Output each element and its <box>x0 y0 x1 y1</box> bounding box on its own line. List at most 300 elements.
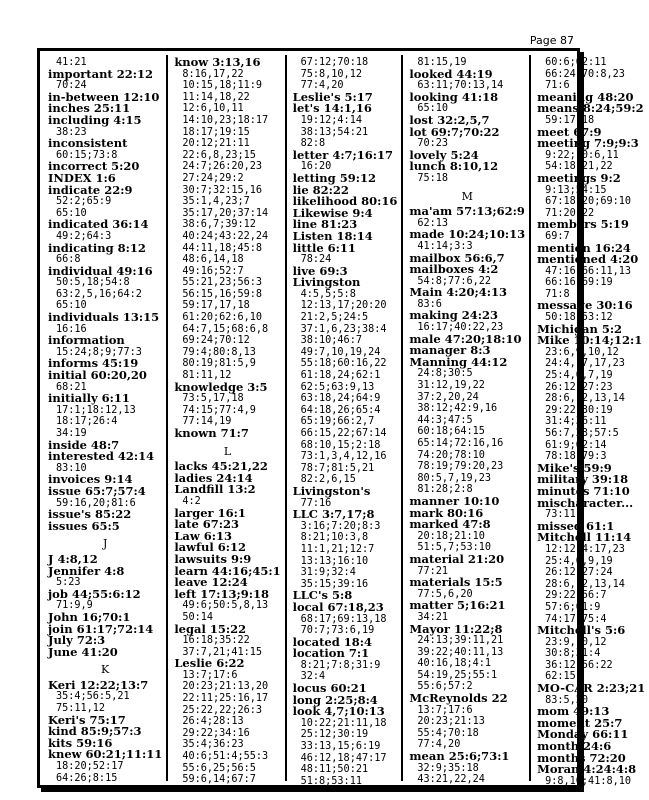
index-reference-line: 66:8 <box>56 254 81 266</box>
index-reference-line: 78:18;79:3 <box>545 451 607 463</box>
index-entry: Likewise 9:4 <box>292 205 373 220</box>
index-reference-line: 64:26;8:15 <box>56 772 118 784</box>
index-entry: lawful 6:12 <box>174 540 246 555</box>
index-reference-line: 40:6;51:4;55:3 <box>182 751 269 763</box>
index-entry: ladies 24:14 <box>174 470 253 485</box>
index-reference-line: 83:5,20 <box>545 694 589 706</box>
index-reference-line: 49:7,10,19,24 <box>300 346 381 358</box>
index-entry: let's 14:1,16 <box>292 101 372 116</box>
index-entry: Mike 10:14;12:1 <box>537 333 643 348</box>
index-reference-line: 77:21 <box>417 565 449 577</box>
index-entry: likelihood 80:16 <box>292 194 398 209</box>
index-reference-line: 66:24;70:8,23 <box>545 68 625 80</box>
index-entry: individuals 13:15 <box>48 310 160 325</box>
index-reference-line: 73:5,17,18 <box>182 393 244 405</box>
index-reference-line: 77:4,20 <box>417 739 461 751</box>
index-reference-line: 60:18;64:15 <box>417 426 485 438</box>
section-letter: K <box>101 663 110 677</box>
index-reference-line: 37:1,6,23;38:4 <box>300 323 387 335</box>
index-reference-line: 21:2,5;24:5 <box>300 312 369 324</box>
index-entry: locus 60:21 <box>292 681 367 696</box>
index-reference-line: 70:24 <box>56 80 87 92</box>
index-entry: Landfill 13:2 <box>174 482 256 497</box>
index-reference-line: 3:16;7:20;8:3 <box>300 520 381 532</box>
section-letter: M <box>461 189 473 203</box>
index-reference-line: 59:16,20;81:6 <box>56 497 136 509</box>
index-reference-line: 62:13 <box>417 217 449 229</box>
index-reference-line: 49:6;50:5,8,13 <box>182 600 269 612</box>
index-reference-line: 55:4;70:18 <box>417 727 479 739</box>
index-entry: mean 25:6;73:1 <box>409 749 510 764</box>
index-entry: Leslie's 5:17 <box>292 89 373 104</box>
index-entry: Keri's 75:17 <box>48 712 126 727</box>
index-reference-line: 78:19;79:20,23 <box>417 461 504 473</box>
index-reference-line: 61:9;62:14 <box>545 439 607 451</box>
index-reference-line: 18:17;26:4 <box>56 416 118 428</box>
index-entry: Listen 18:14 <box>292 228 373 243</box>
index-entry: inside 48:7 <box>48 437 120 452</box>
index-entry: Keri 12:22;13:7 <box>48 677 149 692</box>
index-reference-line: 65:10 <box>417 103 449 115</box>
index-reference-line: 75:8,10,12 <box>300 68 362 80</box>
index-reference-line: 37:7,21;41:15 <box>182 646 263 658</box>
index-entry: meeting 7:9;9:3 <box>537 136 639 151</box>
index-reference-line: 74:20;78:10 <box>417 449 485 461</box>
index-reference-line: 24:13;39:11,21 <box>417 635 504 647</box>
index-entry: Main 4:20;4:13 <box>409 285 508 300</box>
index-entry: J 4:8,12 <box>48 551 98 566</box>
index-reference-line: 81:28;2:8 <box>417 484 473 496</box>
index-entry: invoices 9:14 <box>48 472 133 487</box>
index-reference-line: 29:22;56:7 <box>545 590 607 602</box>
index-reference-line: 38:6,7;39:12 <box>182 219 256 231</box>
index-reference-line: 77:5,6,20 <box>417 588 473 600</box>
index-entry: informs 45:19 <box>48 356 139 371</box>
index-reference-line: 23:9,10,12 <box>545 636 607 648</box>
index-entry: lawsuits 9:9 <box>174 551 252 566</box>
index-reference-line: 12:12;4:17,23 <box>545 543 625 555</box>
index-reference-line: 63:11;70:13,14 <box>417 80 504 92</box>
index-reference-line: 49:16;52:7 <box>182 265 244 277</box>
index-reference-line: 66:16;69:19 <box>545 277 613 289</box>
index-reference-line: 35:1,4,23;7 <box>182 196 250 208</box>
index-entry: including 4:15 <box>48 112 142 127</box>
index-entry: Manning 44:12 <box>409 354 508 369</box>
index-reference-line: 67:18,20;69:10 <box>545 196 631 208</box>
index-entry: in-between 12:10 <box>48 89 160 104</box>
index-reference-line: 26:4;28:13 <box>182 716 244 728</box>
index-reference-line: 69:24;70:12 <box>182 335 250 347</box>
index-reference-line: 8:21;10:3,8 <box>300 532 369 544</box>
index-columns <box>44 55 646 787</box>
index-reference-line: 47:16;66:11,13 <box>545 265 631 277</box>
index-reference-line: 29:22;34:16 <box>182 727 250 739</box>
index-reference-line: 24:8;30:5 <box>417 368 473 380</box>
index-reference-line: 69:7 <box>545 230 570 242</box>
index-entry: learn 44:16;45:1 <box>174 563 281 578</box>
section-letter: L <box>223 444 232 458</box>
index-entry: important 22:12 <box>48 66 153 81</box>
index-reference-line: 73:11 <box>545 509 576 521</box>
index-reference-line: 75:11,12 <box>56 703 106 715</box>
index-entry: manager 8:3 <box>409 343 491 358</box>
index-reference-line: 41:14;3:3 <box>417 240 473 252</box>
index-entry: kits 59:16 <box>48 735 113 750</box>
index-reference-line: 81:11,12 <box>182 370 232 382</box>
index-reference-line: 13:7;17:6 <box>417 704 473 716</box>
index-entry: join 61:17;72:14 <box>48 621 154 636</box>
index-reference-line: 83:10 <box>56 462 87 474</box>
index-entry: known 71:7 <box>174 426 249 440</box>
index-reference-line: 5:23 <box>56 577 81 589</box>
index-reference-line: 74:17;75:4 <box>545 613 607 625</box>
index-entry: mention 16:24 <box>537 240 631 255</box>
index-reference-line: 29:22;30:19 <box>545 404 613 416</box>
index-reference-line: 74:15;77:4,9 <box>182 404 256 416</box>
index-reference-line: 55:6,25;56:5 <box>182 762 256 774</box>
index-entry: line 81:23 <box>292 217 358 232</box>
index-entry: ma'am 57:13;62:9 <box>409 204 525 219</box>
index-entry: late 67:23 <box>174 517 240 532</box>
index-reference-line: 13:13;16:10 <box>300 555 369 567</box>
index-reference-line: 67:12;70:18 <box>300 57 369 68</box>
index-entry: Livingston <box>292 275 361 290</box>
index-reference-line: 51:5,7;53:10 <box>417 542 491 554</box>
index-entry: Mike's 59:9 <box>537 460 612 475</box>
index-reference-line: 26:12;27:23 <box>545 381 613 393</box>
index-entry: Law 6:13 <box>174 528 233 543</box>
index-reference-line: 83:6 <box>417 298 442 310</box>
index-entry: interested 42:14 <box>48 449 155 464</box>
index-reference-line: 22:11;25:16,17 <box>182 693 269 705</box>
index-reference-line: 70:23 <box>417 138 449 150</box>
index-reference-line: 20:23;21:13 <box>417 716 485 728</box>
index-reference-line: 77:16 <box>300 497 332 509</box>
index-entry: live 69:3 <box>292 263 348 278</box>
index-reference-line: 56:7,23;57:5 <box>545 428 619 439</box>
index-reference-line: 70:7;73:6,19 <box>300 625 375 637</box>
index-reference-line: 32:9;35:18 <box>417 762 479 774</box>
index-entry: lunch 8:10,12 <box>409 159 499 174</box>
index-entry: issue's 85:22 <box>48 507 132 522</box>
index-entry: Mitchell 11:14 <box>537 530 632 545</box>
index-reference-line: 77:14,19 <box>182 416 232 428</box>
index-reference-line: 64:7,15;68:6,8 <box>182 323 269 335</box>
index-entry: LLC's 5:8 <box>292 588 353 603</box>
index-reference-line: 81:15,19 <box>417 57 467 68</box>
index-entry: local 67:18,23 <box>292 599 384 614</box>
index-entry: long 2:25;8:4 <box>292 692 378 707</box>
index-reference-line: 40:24;43:22,24 <box>182 230 269 242</box>
index-reference-line: 10:22;21:11,18 <box>300 717 387 729</box>
index-reference-line: 68:21 <box>56 381 87 393</box>
section-letter: J <box>102 537 108 551</box>
index-reference-line: 56:15,16;59:8 <box>182 288 263 300</box>
index-entry: lost 32:2,5,7 <box>409 112 490 127</box>
index-reference-line: 13:7;17:6 <box>182 669 238 681</box>
index-reference-line: 28:6,12,13,14 <box>545 393 625 405</box>
index-entry: location 7:1 <box>292 646 370 661</box>
index-reference-line: 79:4;80:8,13 <box>182 346 256 358</box>
index-reference-line: 18:20;52:17 <box>56 761 124 773</box>
index-reference-line: 31:12,19,22 <box>417 380 485 392</box>
index-reference-line: 78:24 <box>300 254 332 266</box>
index-entry: look 4,7;10:13 <box>292 704 385 719</box>
index-reference-line: 75:18 <box>417 172 449 184</box>
index-entry: looked 44:19 <box>409 66 493 81</box>
index-reference-line: 50:18;53:12 <box>545 312 613 324</box>
index-entry: incorrect 5:20 <box>48 159 140 174</box>
index-reference-line: 44:11,18;45:8 <box>182 242 263 254</box>
index-entry: Moran 4:24:4:8 <box>537 762 637 777</box>
index-reference-line: 80:19;81:5,9 <box>182 358 256 370</box>
index-reference-line: 59:17,18 <box>545 114 595 126</box>
index-reference-line: 80:5,7,19,23 <box>417 472 491 484</box>
index-entry: June 41:20 <box>48 644 118 659</box>
index-reference-line: 11:14,18,22 <box>182 91 250 103</box>
index-reference-line: 15:24;8;9;77:3 <box>56 346 142 358</box>
index-entry: inconsistent <box>48 136 128 151</box>
index-reference-line: 65:19;66:2,7 <box>300 416 375 428</box>
index-reference-line: 16:20 <box>300 161 332 173</box>
index-reference-line: 82:8 <box>300 138 326 150</box>
index-entry: issues 65:5 <box>48 518 120 533</box>
index-reference-line: 25:12;30:19 <box>300 729 369 741</box>
index-entry: lie 82:22 <box>292 182 349 197</box>
index-reference-line: 65:10 <box>56 300 87 312</box>
index-entry: mischaracter... <box>537 495 634 510</box>
index-reference-line: 44:3;47:5 <box>417 414 473 426</box>
index-entry: Mayor 11:22;8 <box>409 621 503 636</box>
index-reference-line: 65:14;72:16,16 <box>417 438 504 449</box>
index-entry: Leslie 6:22 <box>174 656 245 671</box>
index-reference-line: 14:10,23;18:17 <box>182 114 269 126</box>
index-entry: July 72:3 <box>48 633 106 648</box>
index-entry: marked 47:8 <box>409 517 491 532</box>
index-entry: meetings 9:2 <box>537 170 621 185</box>
index-reference-line: 24:7;26:20,23 <box>182 161 263 173</box>
index-reference-line: 37:2,20,24 <box>417 391 479 403</box>
index-entry: little 6:11 <box>292 240 356 255</box>
index-entry: John 16;70:1 <box>48 609 131 624</box>
index-entry: meaning 48:20 <box>537 89 634 104</box>
index-reference-line: 24:4,17,17,23 <box>545 358 625 370</box>
index-reference-line: 10:15,18;11:9 <box>182 80 263 92</box>
index-entry: individual 49:16 <box>48 263 153 278</box>
index-reference-line: 30:7;32:15,16 <box>182 184 263 196</box>
index-reference-line: 50:5,18;54:8 <box>56 277 130 289</box>
index-entry: male 47:20;18:10 <box>409 331 522 346</box>
index-column-1 <box>44 55 166 784</box>
index-reference-line: 16:17;40:22,23 <box>417 322 504 334</box>
index-reference-line: 38:23 <box>56 126 87 138</box>
index-reference-line: 34:19 <box>56 428 87 439</box>
index-reference-line: 23:6,9,10,12 <box>545 346 619 358</box>
index-entry: leave 12:24 <box>174 575 248 590</box>
index-reference-line: 66:15,22;67:14 <box>300 428 387 439</box>
index-entry: means 8:24;59:2 <box>537 101 644 116</box>
index-entry: lacks 45:21,22 <box>174 459 268 474</box>
index-entry: military 39:18 <box>537 472 629 487</box>
index-reference-line: 52:2;65:9 <box>56 196 112 208</box>
index-reference-line: 26:12;27:24 <box>545 567 613 579</box>
index-reference-line: 31:9;32:4 <box>300 567 356 579</box>
index-reference-line: 9:8,10;41:8,10 <box>545 775 631 787</box>
index-entry: mom 49:13 <box>537 704 610 719</box>
index-reference-line: 55:18;60:16,22 <box>300 358 387 370</box>
index-reference-line: 82:2,6,15 <box>300 474 356 486</box>
index-entry: initial 60:20,20 <box>48 368 147 383</box>
index-reference-line: 35:4;56:5,21 <box>56 691 130 703</box>
index-reference-line: 20:23;21:13,20 <box>182 681 269 693</box>
index-entry: job 44;55:6:12 <box>48 586 141 601</box>
index-reference-line: 33:13,15;6:19 <box>300 741 381 753</box>
index-entry: issue 65:7;57:4 <box>48 483 146 498</box>
index-reference-line: 20:18;21:10 <box>417 530 485 542</box>
index-reference-line: 46:12,18;47:17 <box>300 752 387 764</box>
index-reference-line: 19:12;4:14 <box>300 114 362 126</box>
index-entry: letter 4:7;16:17 <box>292 147 394 162</box>
index-entry: mark 80:16 <box>409 505 484 520</box>
word-index-frame <box>37 48 646 788</box>
index-entry: made 10:24;10:13 <box>409 227 526 242</box>
index-reference-line: 59:6,14;67:7 <box>182 774 256 786</box>
index-reference-line: 73:1,3,4,12,16 <box>300 451 387 463</box>
index-reference-line: 62:5;63:9,13 <box>300 381 375 393</box>
index-reference-line: 63:18,24;64:9 <box>300 393 381 405</box>
index-reference-line: 50:14 <box>182 611 213 623</box>
index-reference-line: 64:18,26;65:4 <box>300 404 381 416</box>
index-entry: meet 67:9 <box>537 124 602 139</box>
index-reference-line: 43:21,22,24 <box>417 774 485 786</box>
index-entry: moment 25:7 <box>537 715 623 730</box>
index-reference-line: 48:11;50:21 <box>300 764 369 776</box>
index-column-2 <box>166 55 284 786</box>
index-reference-line: 25:4,6,9,19 <box>545 555 613 567</box>
index-entry: LLC 3:7,17;8 <box>292 507 375 522</box>
index-reference-line: 68:17;69:13,18 <box>300 613 387 625</box>
index-column-4 <box>401 55 529 786</box>
index-entry: know 3:13,16 <box>174 55 261 69</box>
index-entry: inches 25:11 <box>48 101 131 116</box>
index-reference-line: 40:16,18;4:1 <box>417 658 491 670</box>
index-reference-line: 71:9,9 <box>56 600 93 612</box>
index-entry: Michigan 5:2 <box>537 321 623 336</box>
index-reference-line: 78:7;81:5,21 <box>300 462 375 474</box>
index-reference-line: 39:22;40:11,13 <box>417 646 504 658</box>
index-entry: Monday 66:11 <box>537 727 629 742</box>
index-entry: indicated 36:14 <box>48 217 149 232</box>
index-reference-line: 60:15;73:8 <box>56 149 118 161</box>
index-reference-line: 35:4;36:23 <box>182 739 244 751</box>
index-reference-line: 25:22,22;26:3 <box>182 704 263 716</box>
index-reference-line: 12:6,10,11 <box>182 103 244 115</box>
index-reference-line: 54:8;77:6,22 <box>417 275 491 287</box>
index-reference-line: 54:18,21,22 <box>545 161 613 173</box>
index-reference-line: 28:6,12,13,14 <box>545 578 625 590</box>
index-reference-line: 18:17;19:15 <box>182 126 250 138</box>
index-reference-line: 16:16 <box>56 323 87 335</box>
index-entry: lot 69:7;70:22 <box>409 124 500 139</box>
index-reference-line: 71:20,22 <box>545 207 595 219</box>
index-entry: kind 85:9;57:3 <box>48 724 142 739</box>
index-column-3 <box>285 55 402 787</box>
index-reference-line: 8:21;7:8;31:9 <box>300 659 381 671</box>
index-reference-line: 9:13;54:15 <box>545 184 607 196</box>
index-reference-line: 17:1;18:12,13 <box>56 404 136 416</box>
index-reference-line: 68:10,15;2:18 <box>300 439 381 451</box>
index-reference-line: 22:6,8,23;15 <box>182 149 256 161</box>
index-entry: making 24:23 <box>409 308 499 323</box>
index-entry: mailbox 56:6,7 <box>409 250 505 265</box>
index-reference-line: 41:21 <box>56 57 87 68</box>
index-reference-line: 54:19,25;55:1 <box>417 669 498 681</box>
index-reference-line: 36:12;56:22 <box>545 659 613 671</box>
index-reference-line: 77:4,20 <box>300 80 344 92</box>
index-entry: month 24:6 <box>537 739 612 754</box>
index-reference-line: 25:4,6,7,19 <box>545 370 613 382</box>
index-column-5 <box>529 55 649 787</box>
index-reference-line: 71:8 <box>545 288 570 300</box>
index-entry: manner 10:10 <box>409 493 500 508</box>
index-reference-line: 49:2;64:3 <box>56 230 112 242</box>
index-reference-line: 11:1,21;12:7 <box>300 543 375 555</box>
index-reference-line: 71:6 <box>545 80 570 92</box>
index-reference-line: 51:8;53:11 <box>300 775 362 787</box>
index-entry: knew 60:21;11:11 <box>48 747 163 762</box>
index-entry: initially 6:11 <box>48 391 130 406</box>
index-reference-line: 61:20;62:6,10 <box>182 312 263 324</box>
index-entry: materials 15:5 <box>409 575 503 590</box>
index-reference-line: 34:21 <box>417 611 449 623</box>
index-entry: Mitchell's 5:6 <box>537 623 626 638</box>
index-entry: matter 5;16:21 <box>409 598 506 613</box>
index-reference-line: 65:10 <box>56 207 87 219</box>
index-reference-line: 20:12;21:11 <box>182 138 250 150</box>
index-reference-line: 27:24;29:2 <box>182 172 244 184</box>
index-entry: months 72:20 <box>537 750 626 765</box>
index-entry: lovely 5:24 <box>409 147 479 162</box>
index-entry: MO-CAR 2:23;21 <box>537 681 646 696</box>
index-reference-line: 30:8;31:4 <box>545 648 601 660</box>
index-reference-line: 38:10;46:7 <box>300 335 362 347</box>
index-entry: indicate 22:9 <box>48 182 133 197</box>
index-reference-line: 31:4;36:11 <box>545 416 607 428</box>
index-entry: left 17:13;9:18 <box>174 586 270 601</box>
index-entry: located 18:4 <box>292 634 373 649</box>
index-reference-line: 48:6,14,18 <box>182 254 244 266</box>
index-entry: missed 61:1 <box>537 518 615 533</box>
index-reference-line: 4:2 <box>182 495 201 507</box>
index-entry: letting 59:12 <box>292 170 376 185</box>
index-reference-line: 57:6;61:9 <box>545 601 601 613</box>
index-reference-line: 12:13,17;20:20 <box>300 300 387 312</box>
index-entry: indicating 8:12 <box>48 240 146 255</box>
index-reference-line: 62:15 <box>545 671 576 683</box>
index-entry: mentioned 4:20 <box>537 252 639 267</box>
index-entry: members 5:19 <box>537 217 629 232</box>
index-reference-line: 60:6;62:11 <box>545 57 607 68</box>
index-entry: larger 16:1 <box>174 505 246 520</box>
index-reference-line: 63:2,5,16;64:2 <box>56 288 142 300</box>
index-entry: material 21:20 <box>409 551 505 566</box>
page-number: Page 87 <box>529 34 574 47</box>
index-entry: minutes 71:10 <box>537 483 630 498</box>
index-entry: mailboxes 4:2 <box>409 262 499 277</box>
index-entry: McReynolds 22 <box>409 691 508 706</box>
index-reference-line: 32:4 <box>300 671 326 683</box>
index-reference-line: 8:16,17,22 <box>182 68 244 80</box>
